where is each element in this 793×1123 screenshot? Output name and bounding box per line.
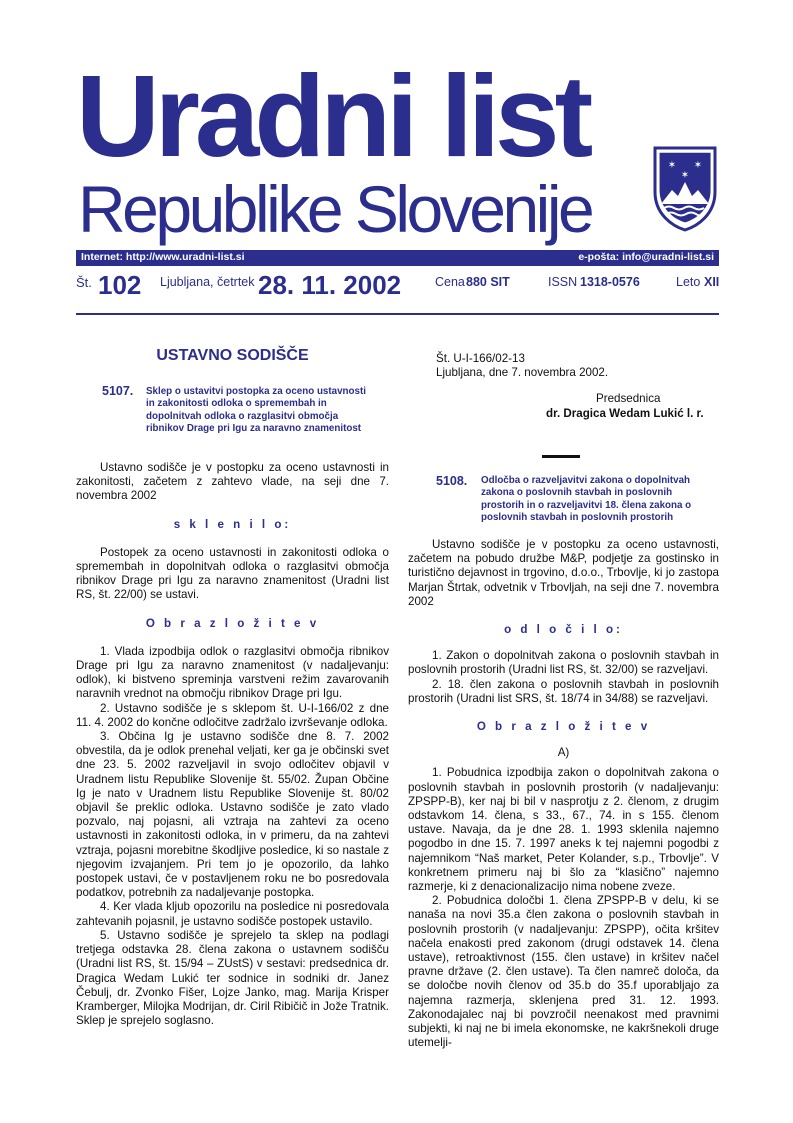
- svg-text:✶: ✶: [680, 170, 690, 181]
- issue-place-day: Ljubljana, četrtek: [160, 275, 255, 289]
- act-number-5108: 5108.: [436, 474, 468, 488]
- issue-st-label: Št.: [76, 275, 92, 290]
- right-para-2: 2. Pobudnica določbi 1. člena ZPSPP-B v delu, ki se nanaša na novi 35.a člen zakona o poslovnih stavbah in poslovnih prostorih (v nadaljevanju: ZPSPP), očita kršitev načela enakosti pred zakonom (drugi odstavek 14. člena ustave), retroaktivnost (155. člen ustave) in kršitev načel pravne države (2. člen ustave). Ta člen namreč določa, da se določbe novih členov od 35.b do 35.f uporabljajo za najemna razmerja, sklenjena pred 31. 12. 1993. Zakonodajalec naj bi povzročil neenakost med pravnimi subjekti, ki naj ne bi imela ekonomske, ne kakršnekoli druge utemelji-: [408, 894, 719, 1050]
- left-intro: Ustavno sodišče je v postopku za oceno ustavnosti in zakonitosti, začetem z zahtevo vlade, na seji dne 7. novembra 2002: [76, 461, 389, 503]
- right-intro: Ustavno sodišče je v postopku za oceno ustavnosti, začetem na pobudo družbe M&P, podjetje za gostinsko in turistično dejavnost in trgovino, d.o.o., Trbovlje, ki jo zastopa Marjan Štrtak, odvetnik v Trbovljah, na seji dne 7. novembra 2002: [408, 538, 719, 608]
- signer-name: dr. Dragica Wedam Lukić l. r.: [546, 406, 704, 420]
- internet-link[interactable]: Internet: http://www.uradni-list.si: [81, 251, 245, 263]
- act-number-5107: 5107.: [102, 384, 134, 398]
- sklenilo-heading: s k l e n i l o:: [173, 517, 292, 531]
- issue-line: [76, 272, 719, 304]
- leto-label: Leto: [676, 275, 701, 289]
- left-para-1: 1. Vlada izpodbija odlok o razglasitvi območja ribnikov Drage pri Igu za naravno znamenitost (v nadaljevanju: odlok), ki bistveno spreminja varstveni režim zavarovanih naravnih vrednot na območju ribnikov Drage pri Igu.: [76, 644, 389, 701]
- issue-date: 28. 11. 2002: [258, 270, 402, 300]
- price-label: Cena: [435, 275, 465, 289]
- left-decision: Postopek za oceno ustavnosti in zakonitosti odloka o spremembah in dopolnitvah odloka o razglasitvi območja ribnikov Drage pri Igu za naravno znamenitost (Uradni list RS, št. 22/00) se ustavi.: [76, 545, 389, 602]
- issn-label: ISSN: [548, 275, 578, 289]
- left-para-2: 2. Ustavno sodišče je s sklepom št. U-I-166/02 z dne 11. 4. 2002 do končne odločitve zadržalo izvrševanje odloka.: [76, 701, 389, 729]
- right-signature-block: [408, 352, 719, 421]
- act-title-5107: Sklep o ustavitvi postopka za oceno ustavnosti in zakonitosti odloka o spremembah in dopolnitvah odloka o razglasitvi območja ribnikov Drage pri Igu za naravno znamenitost: [146, 386, 366, 435]
- svg-text:✶: ✶: [693, 160, 703, 171]
- right-column: [408, 538, 719, 1051]
- price-value: 880 SIT: [466, 275, 510, 289]
- issue-number: 102: [98, 270, 142, 300]
- signer-role: Predsednica: [596, 392, 661, 406]
- right-obrazlozitev-heading: O b r a z l o ž i t e v: [476, 720, 651, 734]
- svg-text:✶: ✶: [667, 160, 677, 171]
- section-title: USTAVNO SODIŠČE: [156, 347, 309, 364]
- ref-date: Ljubljana, dne 7. novembra 2002.: [436, 366, 609, 380]
- subsection-a: A): [557, 746, 570, 760]
- coat-of-arms-icon: [652, 146, 718, 232]
- issn-value: 1318-0576: [580, 275, 640, 289]
- odlocilo-heading: o d l o č i l o:: [504, 623, 623, 637]
- left-para-3: 3. Občina Ig je ustavno sodišče dne 8. 7. 2002 obvestila, da je odlok prenehal veljati, ker ga je občinski svet dne 23. 5. 2002 razveljavil in svojo odločitev objavil v Uradnem listu Republike Slovenije št. 55/02. Župan Občine Ig je nato v Uradnem listu Republike Slovenije št. 80/02 objavil še preklic odloka. Ustavno sodišče je zato vlado pozvalo, naj pojasni, ali vztraja na zahtevi za oceno ustavnosti in zakonitosti odloka, in v primeru, da na zahtevi vztraja, pojasni morebitne škodljive posledice, ki so nastale z njegovim izvajanjem. Pri tem jo je opozorilo, da lahko postopek ustavi, če v postavljenem roku ne bo posredovala podatkov, potrebnih za nadaljevanje postopka.: [76, 730, 389, 900]
- email-link[interactable]: e-pošta: info@uradni-list.si: [578, 251, 714, 263]
- masthead-subtitle: Republike Slovenije: [78, 172, 592, 246]
- url-bar: [76, 250, 719, 266]
- separator-rule: [542, 455, 580, 458]
- leto-value: XII: [704, 275, 720, 289]
- header-rule: [76, 313, 719, 315]
- left-column: [76, 461, 389, 1028]
- right-decision-2: 2. 18. člen zakona o poslovnih stavbah in poslovnih prostorih (Uradni list SRS, št. 18/74 in 34/88) se razveljavi.: [408, 677, 719, 705]
- ref-number: Št. U-I-166/02-13: [436, 352, 525, 365]
- act-title-5108: Odločba o razveljavitvi zakona o dopolnitvah zakona o poslovnih stavbah in poslovnih prostorih in o razveljavitvi 18. člena zakona o poslovnih stavbah in poslovnih prostorih: [481, 475, 692, 524]
- masthead-title: Uradni list: [76, 51, 589, 181]
- right-decision-1: 1. Zakon o dopolnitvah zakona o poslovnih stavbah in poslovnih prostorih (Uradni list RS, št. 32/00) se razveljavi.: [408, 649, 719, 677]
- right-para-1: 1. Pobudnica izpodbija zakon o dopolnitvah zakona o poslovnih stavbah in poslovnih prostorih (v nadaljevanju: ZPSPP-B), ker naj bi bil v nasprotju z 2. členom, z drugim odstavkom 14. člena, s 33., 67., 74. in s 155. členom ustave. Navaja, da je dne 28. 1. 1993 sklenila najemno pogodbo in dne 15. 7. 1997 aneks k tej najemni pogodbi z najemnikom “Naš market, Peter Kolander, s.p., Trbovlje”. V konkretnem primeru naj bi šlo za “klasično” najemno razmerje, ki z denacionalizacijo nima nobene zveze.: [408, 766, 719, 894]
- left-para-5: 5. Ustavno sodišče je sprejelo ta sklep na podlagi tretjega odstavka 28. člena zakona o ustavnem sodišču (Uradni list RS, št. 15/94 – ZUstS) v sestavi: predsednica dr. Dragica Wedam Lukić ter sodnice in sodniki dr. Janez Čebulj, dr. Zvonko Fišer, Lojze Janko, mag. Marija Krisper Kramberger, Milojka Modrijan, dr. Ciril Ribičič in Jože Tratnik. Sklep je sprejelo soglasno.: [76, 928, 389, 1028]
- left-obrazlozitev-heading: O b r a z l o ž i t e v: [145, 616, 320, 630]
- left-para-4: 4. Ker vlada kljub opozorilu na posledice ni posredovala zahtevanih pojasnil, je ustavno sodišče postopek ustavilo.: [76, 900, 389, 928]
